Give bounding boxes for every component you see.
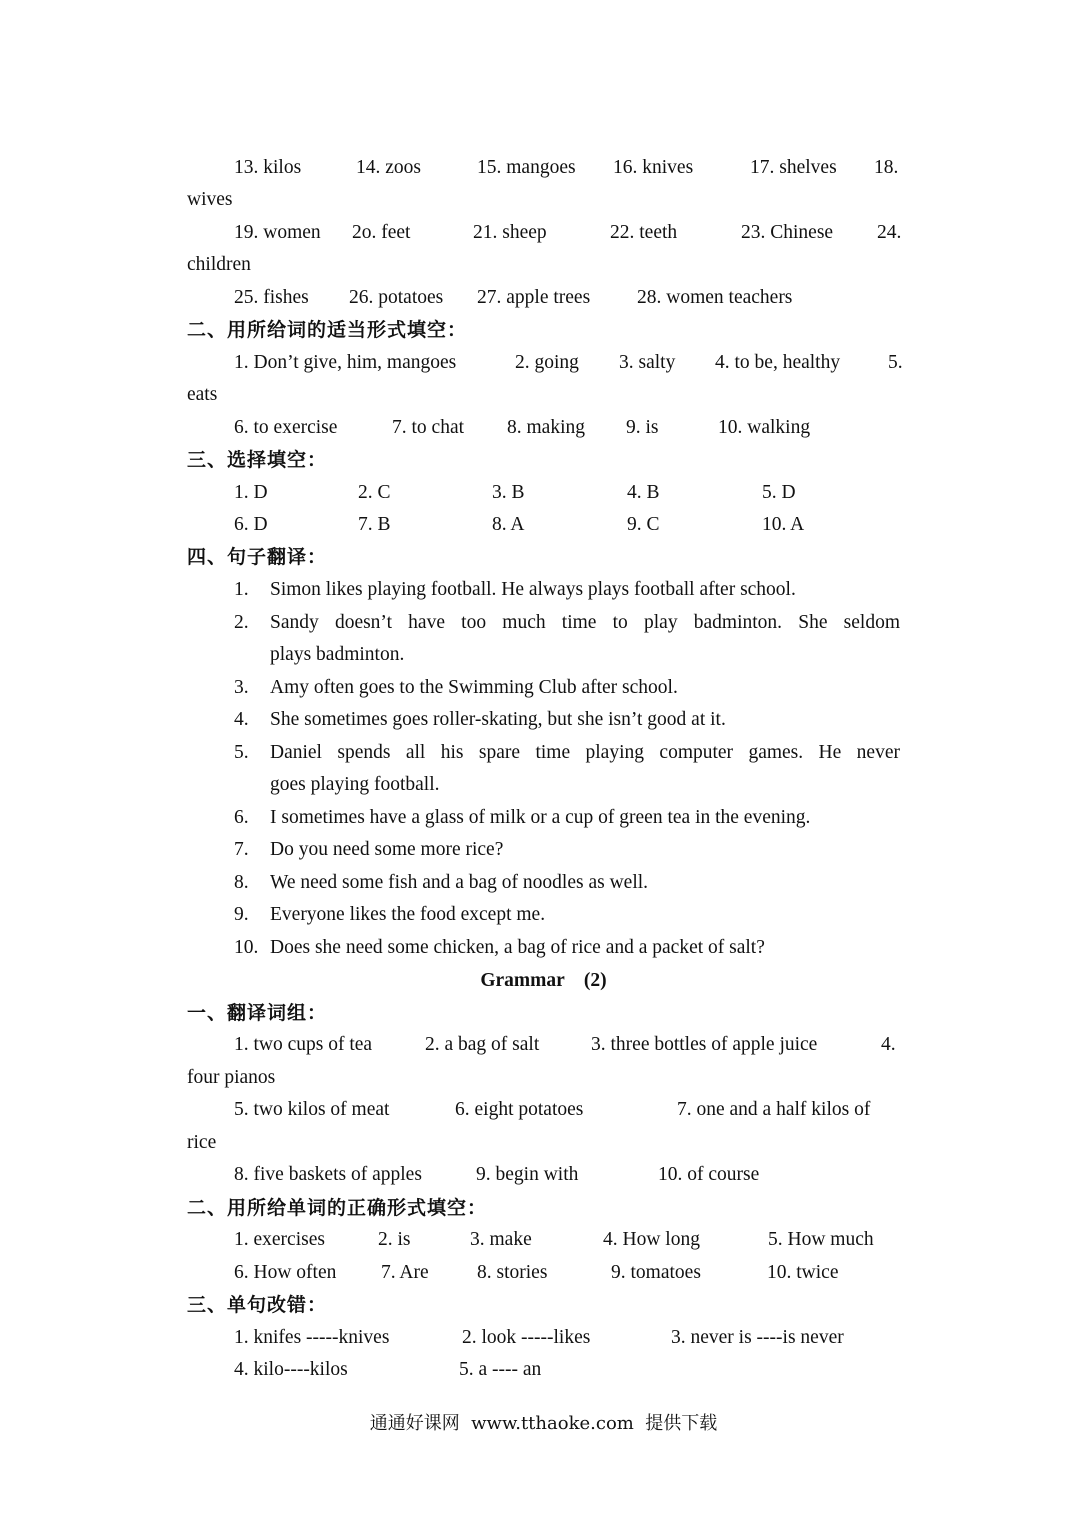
sentence-2: Sandy doesn’t have too much time to play badminton. She seldom — [270, 612, 900, 633]
sentence-num-9: 9. — [234, 904, 249, 925]
sentence-8: We need some fish and a bag of noodles as well. — [270, 872, 649, 893]
section-heading-corrections: 三、单句改错： — [187, 1294, 328, 1316]
g2-answer-10: 10. twice — [767, 1262, 839, 1283]
grammar-title: Grammar (2) — [480, 970, 607, 991]
s2-answer-5-num: 5. — [888, 352, 903, 373]
g1-answer-4-word: four pianos — [187, 1067, 276, 1088]
answer-27: 27. apple trees — [477, 287, 591, 308]
s3-answer-1: 1. D — [234, 482, 268, 503]
s3-answer-2: 2. C — [358, 482, 391, 503]
s2-answer-2: 2. going — [515, 352, 579, 373]
s2-answer-5-word: eats — [187, 384, 218, 405]
g1-answer-8: 8. five baskets of apples — [234, 1164, 422, 1185]
g1-answer-7-word: rice — [187, 1132, 217, 1153]
g2-answer-2: 2. is — [378, 1229, 411, 1250]
sentence-3: Amy often goes to the Swimming Club after school. — [270, 677, 678, 698]
g3-answer-1: 1. knifes -----knives — [234, 1327, 390, 1348]
section-heading-choice: 三、选择填空： — [187, 449, 328, 471]
s3-answer-6: 6. D — [234, 514, 268, 535]
s2-answer-8: 8. making — [507, 417, 585, 438]
sentence-6: I sometimes have a glass of milk or a cup of green tea in the evening. — [270, 807, 811, 828]
g2-answer-6: 6. How often — [234, 1262, 337, 1283]
section-heading-translation: 四、句子翻译： — [187, 546, 328, 568]
g2-answer-3: 3. make — [470, 1229, 532, 1250]
g1-answer-10: 10. of course — [658, 1164, 760, 1185]
answer-25: 25. fishes — [234, 287, 309, 308]
sentence-num-10: 10. — [234, 937, 259, 958]
sentence-num-5: 5. — [234, 742, 249, 763]
sentence-4: She sometimes goes roller-skating, but she isn’t good at it. — [270, 709, 726, 730]
g1-answer-9: 9. begin with — [476, 1164, 579, 1185]
s3-answer-3: 3. B — [492, 482, 525, 503]
g1-answer-6: 6. eight potatoes — [455, 1099, 584, 1120]
sentence-num-1: 1. — [234, 579, 249, 600]
g2-answer-1: 1. exercises — [234, 1229, 325, 1250]
g2-answer-7: 7. Are — [381, 1262, 429, 1283]
s2-answer-6: 6. to exercise — [234, 417, 338, 438]
g2-answer-8: 8. stories — [477, 1262, 548, 1283]
sentence-2-cont: plays badminton. — [270, 644, 405, 665]
s2-answer-7: 7. to chat — [392, 417, 465, 438]
sentence-num-3: 3. — [234, 677, 249, 698]
sentence-9: Everyone likes the food except me. — [270, 904, 546, 925]
g2-answer-9: 9. tomatoes — [611, 1262, 701, 1283]
sentence-7: Do you need some more rice? — [270, 839, 504, 860]
g3-answer-2: 2. look -----likes — [462, 1327, 591, 1348]
sentence-10: Does she need some chicken, a bag of rice and a packet of salt? — [270, 937, 765, 958]
answer-22: 22. teeth — [610, 222, 678, 243]
answer-28: 28. women teachers — [637, 287, 793, 308]
g1-answer-1: 1. two cups of tea — [234, 1034, 373, 1055]
answer-14: 14. zoos — [356, 157, 421, 178]
answer-18-num: 18. — [874, 157, 899, 178]
sentence-num-4: 4. — [234, 709, 249, 730]
answer-23: 23. Chinese — [741, 222, 834, 243]
sentence-num-6: 6. — [234, 807, 249, 828]
g2-answer-5: 5. How much — [768, 1229, 874, 1250]
answer-17: 17. shelves — [750, 157, 837, 178]
g3-answer-3: 3. never is ----is never — [671, 1327, 844, 1348]
answer-16: 16. knives — [613, 157, 694, 178]
s3-answer-5: 5. D — [762, 482, 796, 503]
answer-18-word: wives — [187, 189, 233, 210]
answer-19: 19. women — [234, 222, 321, 243]
sentence-num-7: 7. — [234, 839, 249, 860]
page-footer: 通通好课网 www.tthaoke.com 提供下载 — [369, 1413, 718, 1434]
sentence-1: Simon likes playing football. He always plays football after school. — [270, 579, 796, 600]
s2-answer-9: 9. is — [626, 417, 659, 438]
answer-24-num: 24. — [877, 222, 902, 243]
answer-15: 15. mangoes — [477, 157, 576, 178]
section-heading-phrases: 一、翻译词组： — [187, 1002, 328, 1024]
section-heading-fill-in: 二、用所给词的适当形式填空： — [187, 319, 468, 341]
sentence-5: Daniel spends all his spare time playing computer games. He never — [270, 742, 900, 763]
g1-answer-7: 7. one and a half kilos of — [677, 1099, 871, 1120]
answer-20: 2o. feet — [352, 222, 411, 243]
g1-answer-5: 5. two kilos of meat — [234, 1099, 390, 1120]
sentence-num-2: 2. — [234, 612, 249, 633]
s3-answer-7: 7. B — [358, 514, 391, 535]
s3-answer-9: 9. C — [627, 514, 660, 535]
g2-answer-4: 4. How long — [603, 1229, 700, 1250]
g3-answer-4: 4. kilo----kilos — [234, 1359, 348, 1380]
sentence-num-8: 8. — [234, 872, 249, 893]
answer-21: 21. sheep — [473, 222, 547, 243]
s3-answer-10: 10. A — [762, 514, 805, 535]
g1-answer-3: 3. three bottles of apple juice — [591, 1034, 818, 1055]
section-heading-word-forms: 二、用所给单词的正确形式填空： — [187, 1197, 488, 1219]
s3-answer-8: 8. A — [492, 514, 525, 535]
s3-answer-4: 4. B — [627, 482, 660, 503]
sentence-5-cont: goes playing football. — [270, 774, 440, 795]
answer-13: 13. kilos — [234, 157, 302, 178]
answer-26: 26. potatoes — [349, 287, 444, 308]
s2-answer-1: 1. Don’t give, him, mangoes — [234, 352, 457, 373]
s2-answer-3: 3. salty — [619, 352, 676, 373]
g1-answer-4-num: 4. — [881, 1034, 896, 1055]
s2-answer-10: 10. walking — [718, 417, 811, 438]
s2-answer-4: 4. to be, healthy — [715, 352, 841, 373]
g3-answer-5: 5. a ---- an — [459, 1359, 542, 1380]
answer-24-word: children — [187, 254, 251, 275]
g1-answer-2: 2. a bag of salt — [425, 1034, 540, 1055]
